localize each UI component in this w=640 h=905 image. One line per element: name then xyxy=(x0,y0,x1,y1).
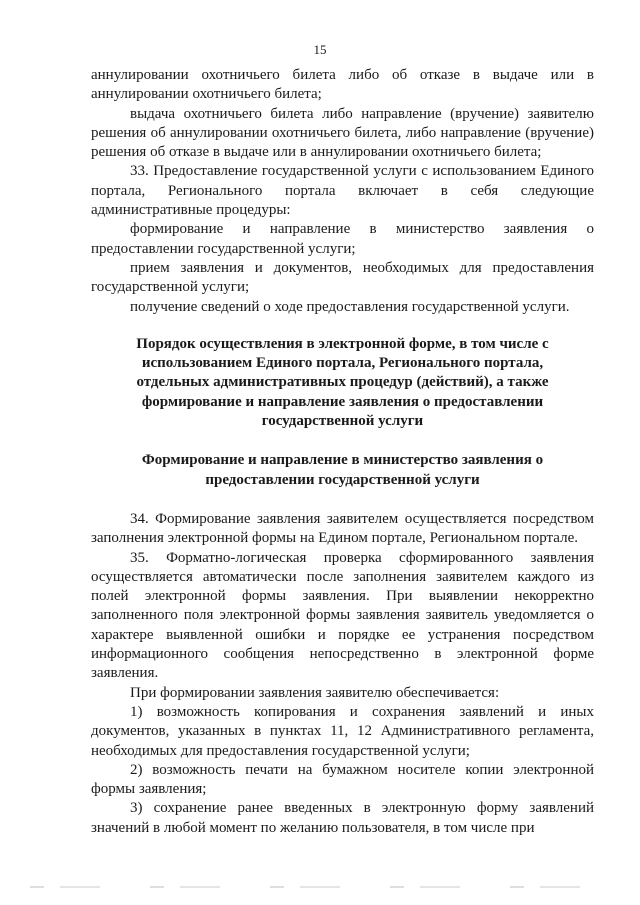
paragraph: 33. Предоставление государственной услуги с использованием Единого портала, Регионального портала включает в себя следующие административные процедуры: xyxy=(91,163,594,219)
paragraph: 34. Формирование заявления заявителем осуществляется посредством заполнения электронной формы на Едином портале, Региональном портале. xyxy=(91,510,594,547)
section-heading: Порядок осуществления в электронной форме, в том числе с использованием Единого портала, Регионального портала, отдельных административных процедур (действий), а также формирование и направление заявления о предоставлении государственной услуги xyxy=(136,335,549,430)
paragraph: 3) сохранение ранее введенных в электронную форму заявлений значений в любой момент по желанию пользователя, в том числе при xyxy=(91,800,594,836)
document-body xyxy=(91,66,594,838)
paragraph: прием заявления и документов, необходимых для предоставления государственной услуги; xyxy=(91,259,594,296)
paragraph: 2) возможность печати на бумажном носителе копии электронной формы заявления; xyxy=(91,761,594,798)
paragraph: 35. Форматно-логическая проверка сформированного заявления осуществляется автоматически после заполнения заявителем каждого из полей электронной формы заявления. При выявлении некорректно заполненного поля электронной формы заявления заявитель уведомляется о характере выявленной ошибки и порядке ее устранения посредством информационного сообщения непосредственно в электронной форме заявления. xyxy=(91,549,594,682)
paragraph: 1) возможность копирования и сохранения заявлений и иных документов, указанных в пунктах 11, 12 Административного регламента, необходимых для предоставления государственной услуги; xyxy=(91,703,594,759)
paragraph: При формировании заявления заявителю обеспечивается: xyxy=(130,684,500,701)
paragraph: получение сведений о ходе предоставления государственной услуги. xyxy=(130,298,570,315)
paragraph: выдача охотничьего билета либо направление (вручение) заявителю решения об аннулировании охотничьего билета, либо направление (вручение) решения об отказе в выдаче или в аннулировании охотничьего билета; xyxy=(91,105,594,161)
page-number: 15 xyxy=(313,42,327,57)
scan-artifact-line xyxy=(30,886,610,888)
subsection-heading: Формирование и направление в министерство заявления о предоставлении государственной услуги xyxy=(141,452,544,488)
paragraph: формирование и направление в министерство заявления о предоставлении государственной услуги; xyxy=(91,221,594,257)
paragraph: аннулировании охотничьего билета либо об отказе в выдаче или в аннулировании охотничьего билета; xyxy=(91,67,594,103)
